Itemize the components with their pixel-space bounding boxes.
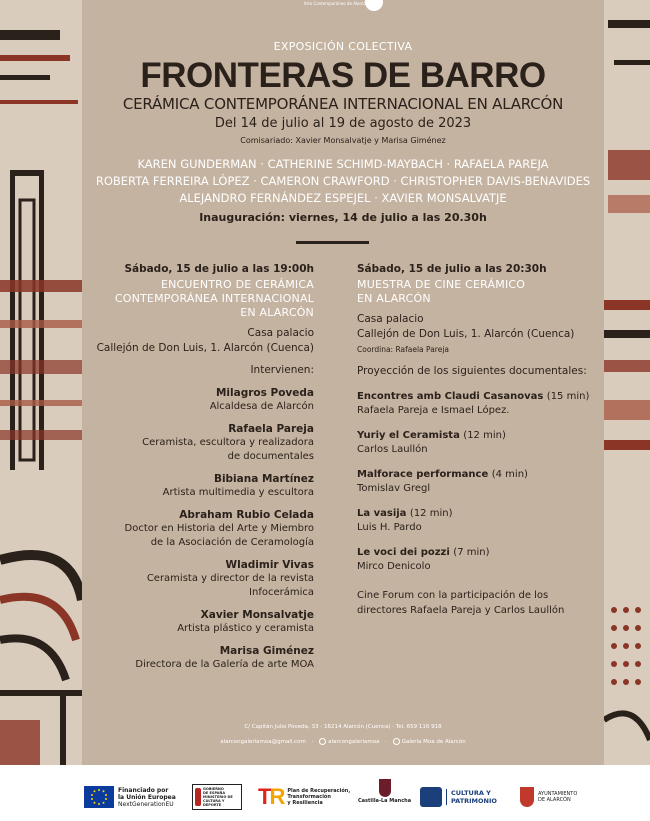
documentary-directors: Rafaela Pareja e Ismael López. [357, 405, 510, 416]
speaker [82, 608, 314, 636]
exhibition-dates: Del 14 de julio al 19 de agosto de 2023 [214, 116, 472, 131]
documentary-duration: (12 min) [409, 508, 453, 519]
documentary-directors: Tomislav Gregl [357, 483, 431, 494]
documentary [357, 429, 650, 457]
cultura-badge-icon [420, 787, 442, 807]
speaker [82, 386, 314, 414]
speaker-name: Bibiana Martínez [213, 473, 314, 485]
artists-line: ALEJANDRO FERNÁNDEZ ESPEJEL · XAVIER MONSALVATJE [179, 191, 507, 205]
cultura-patrimonio-logo [420, 782, 497, 812]
artists-list [82, 156, 604, 207]
eu-flag-icon [84, 786, 114, 808]
session-coordinator: Coordina: Rafaela Pareja [357, 345, 450, 354]
cultura-line: CULTURA Y [451, 789, 491, 797]
speaker-name: Milagros Poveda [215, 387, 314, 399]
prtr-line: Transformación [287, 794, 331, 800]
prtr-logo [258, 782, 350, 812]
exhibition-subtitle: CERÁMICA CONTEMPORÁNEA INTERNACIONAL EN ALARCÓN [122, 95, 564, 113]
session-time: Sábado, 15 de julio a las 20:30h [357, 263, 547, 275]
clm-shield-icon [379, 779, 391, 797]
ministry-line: GOBIERNO [203, 787, 224, 791]
session-title: ENCUENTRO DE CERÁMICA CONTEMPORÁNEA INTERNACIONAL EN ALARCÓN [114, 278, 314, 319]
separator: · [311, 739, 314, 745]
session-venue: Casa palacio Callejón de Don Luis, 1. Alarcón (Cuenca) [357, 313, 575, 340]
speaker-role: Ceramista, escultora y realizadora de documentales [142, 437, 314, 462]
curators: Comisariado: Xavier Monsalvatje y Marisa Giménez [240, 136, 446, 145]
divider [296, 241, 369, 244]
encounter-session [82, 262, 314, 672]
film-session [357, 262, 650, 618]
sponsor-logos [0, 765, 650, 821]
eu-line: NextGenerationEU [118, 800, 174, 808]
speaker [82, 508, 314, 550]
documentary-duration: (12 min) [463, 430, 506, 441]
speaker [82, 472, 314, 500]
documentary-title: La vasija [357, 508, 407, 519]
speaker-name: Abraham Rubio Celada [179, 509, 314, 521]
gallery-address: C/ Capitán Julio Poveda, 33 - 16214 Alarcón (Cuenca) · Tel. 659 116 918 [244, 724, 442, 730]
speaker [82, 558, 314, 600]
documentary [357, 468, 650, 496]
speaker [82, 644, 314, 672]
speaker-role: Artista multimedia y escultora [162, 487, 314, 498]
session-time: Sábado, 15 de julio a las 19:00h [124, 263, 314, 275]
documentary-title: Malforace performance [357, 469, 489, 480]
speaker-role: Ceramista y director de la revista Infocerámica [146, 573, 314, 598]
inauguration: Inauguración: viernes, 14 de julio a las 20.30h [199, 211, 487, 224]
speaker-role: Directora de la Galería de arte MOA [135, 659, 314, 670]
documentary-title: Encontres amb Claudi Casanovas [357, 391, 544, 402]
ayto-line: DE ALARCÓN [538, 797, 571, 803]
gallery-contacts [82, 738, 604, 745]
prtr-mark: TR [258, 784, 284, 809]
decorative-ceramic-pattern-left [0, 0, 82, 765]
email-link[interactable]: alarcongaleriamoa@gmail.com [220, 739, 306, 745]
speaker-name: Marisa Giménez [219, 645, 314, 657]
ministry-line: DE ESPAÑA [203, 791, 226, 795]
speaker-role: Alcaldesa de Alarcón [209, 401, 314, 412]
ministry-logo [192, 782, 242, 812]
gallery-logo-text: Arte Contemporáneo de Alarcón [303, 1, 369, 6]
eu-line: Financiado por [118, 786, 169, 794]
session-title: MUESTRA DE CINE CERÁMICO EN ALARCÓN [357, 278, 526, 305]
prtr-line: Plan de Recuperación, [287, 788, 351, 794]
separator: · [385, 739, 387, 745]
clm-text: Castilla-La Mancha [358, 798, 412, 804]
documentary-title: Yuriy el Ceramista [357, 430, 460, 441]
documentary-directors: Mirco Denicolo [357, 561, 431, 572]
documentary-title: Le voci dei pozzi [357, 547, 450, 558]
speakers-intro: Intervienen: [250, 364, 314, 376]
instagram-link[interactable]: alarcongaleriamoa [328, 739, 380, 745]
poster-content [82, 0, 604, 765]
instagram-icon [319, 738, 326, 745]
alarcon-shield-icon [520, 787, 534, 807]
session-venue: Casa palacio Callejón de Don Luis, 1. Alarcón (Cuenca) [96, 327, 314, 354]
speaker-role: Artista plástico y ceramista [177, 623, 314, 634]
documentary [357, 546, 650, 574]
documentary-duration: (7 min) [453, 547, 490, 558]
documentary-duration: (4 min) [491, 469, 528, 480]
exhibition-title: FRONTERAS DE BARRO [140, 56, 546, 95]
speaker-name: Xavier Monsalvatje [200, 609, 314, 621]
documentary-directors: Luis H. Pardo [357, 522, 422, 533]
speaker-name: Rafaela Pareja [228, 423, 314, 435]
cine-forum: Cine Forum con la participación de los directores Rafaela Pareja y Carlos Laullón [357, 590, 565, 616]
ayuntamiento-logo [520, 782, 577, 812]
artists-line: ROBERTA FERREIRA LÓPEZ · CAMERON CRAWFORD · CHRISTOPHER DAVIS-BENAVIDES [95, 174, 591, 188]
speaker-name: Wladimir Vivas [225, 559, 314, 571]
cultura-line: PATRIMONIO [451, 797, 497, 805]
documentary [357, 390, 650, 418]
documentary [357, 507, 650, 535]
documentary-directors: Carlos Laullón [357, 444, 428, 455]
eu-line: la Unión Europea [118, 793, 176, 801]
clm-logo [358, 779, 411, 809]
ayto-line: AYUNTAMIENTO [538, 791, 578, 797]
facebook-icon [393, 738, 400, 745]
documentary-duration: (15 min) [546, 391, 590, 402]
spain-shield-icon [195, 788, 201, 806]
documentaries-intro: Proyección de los siguientes documentales: [357, 365, 587, 377]
artists-line: KAREN GUNDERMAN · CATHERINE SCHIMD-MAYBACH · RAFAELA PAREJA [137, 157, 549, 171]
eu-logo [84, 782, 176, 812]
speaker-role: Doctor en Historia del Arte y Miembro de la Asociación de Ceramología [124, 523, 314, 548]
facebook-link[interactable]: Galería Moa de Alarcón [401, 739, 466, 745]
prtr-line: y Resiliencia [287, 800, 323, 806]
ministry-line: MINISTERIO DE CULTURA Y DEPORTE [203, 795, 233, 807]
speaker [82, 422, 314, 464]
exhibition-kicker: EXPOSICIÓN COLECTIVA [273, 40, 413, 53]
